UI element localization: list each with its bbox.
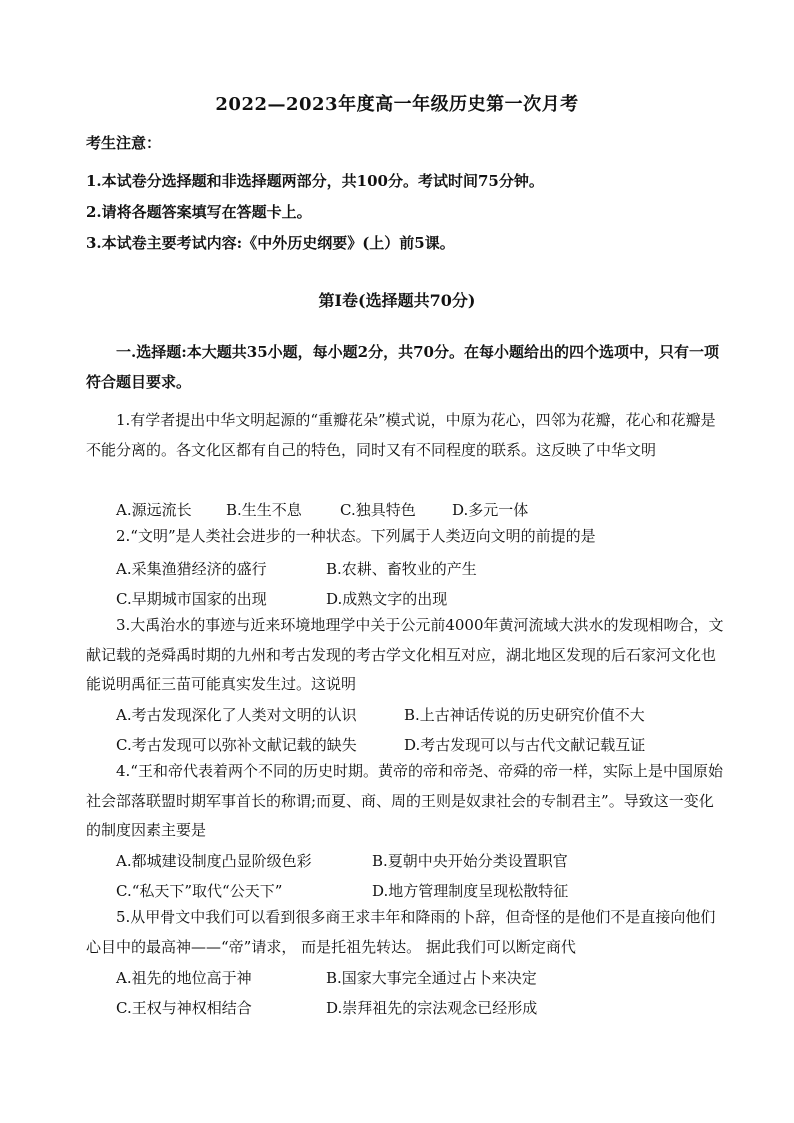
option-d: D.考古发现可以与古代文献记载互证: [404, 736, 646, 754]
question-stem: 5.从甲骨文中我们可以看到很多商王求丰年和降雨的卜辞，但奇怪的是他们不是直接向他们心目中的最高神——“帝”请求， 而是托祖先转达。 据此我们可以断定商代: [86, 908, 716, 956]
question-stem: 2.“文明”是人类社会进步的一种状态。下列属于人类迈向文明的前提的是: [116, 527, 596, 545]
option-d: D.地方管理制度呈现松散特征: [372, 882, 569, 900]
question-stem: 3.大禹治水的事迹与近来环境地理学中关于公元前4000年黄河流域大洪水的发现相吻合，文献记载的尧舜禹时期的九州和考古发现的考古学文化相互对应，湖北地区发现的后石家河文化也能说明禹征三苗可能真实发生过。这说明: [86, 616, 724, 693]
option-d: D.崇拜祖先的宗法观念已经形成: [326, 999, 538, 1017]
option-b: B.生生不息: [226, 501, 302, 519]
notice-item: 3.本试卷主要考试内容:《中外历史纲要》(上）前5课。: [86, 234, 455, 252]
notice-heading: 考生注意：: [86, 134, 162, 152]
part-instruction: 一.选择题:本大题共35小题，每小题2分，共70分。在每小题给出的四个选项中，只有一项符合题目要求。: [86, 343, 719, 391]
notice-item: 1.本试卷分选择题和非选择题两部分，共100分。考试时间75分钟。: [86, 172, 544, 190]
option-c: C.独具特色: [340, 501, 416, 519]
option-c: C.王权与神权相结合: [116, 999, 252, 1017]
option-d: D.多元一体: [452, 501, 529, 519]
option-d: D.成熟文字的出现: [326, 590, 448, 608]
option-a: A.祖先的地位高于神: [116, 969, 252, 987]
option-c: C.“私天下”取代“公天下”: [116, 882, 283, 900]
option-c: C.考古发现可以弥补文献记载的缺失: [116, 736, 357, 754]
question-stem: 1.有学者提出中华文明起源的“重瓣花朵”模式说，中原为花心，四邻为花瓣，花心和花瓣是不能分离的。各文化区都有自己的特色，同时又有不同程度的联系。这反映了中华文明: [86, 411, 716, 459]
option-a: A.都城建设制度凸显阶级色彩: [116, 852, 312, 870]
question-stem: 4.“王和帝代表着两个不同的历史时期。黄帝的帝和帝尧、帝舜的帝一样，实际上是中国原始社会部落联盟时期军事首长的称谓;而夏、商、周的王则是奴隶社会的专制君主”。导致这一变化的制度因素主要是: [86, 762, 723, 839]
option-c: C.早期城市国家的出现: [116, 590, 267, 608]
option-b: B.农耕、畜牧业的产生: [326, 560, 477, 578]
option-a: A.采集渔猎经济的盛行: [116, 560, 267, 578]
notice-item: 2.请将各题答案填写在答题卡上。: [86, 203, 312, 221]
option-b: B.国家大事完全通过占卜来决定: [326, 969, 537, 987]
option-b: B.上古神话传说的历史研究价值不大: [404, 706, 645, 724]
option-a: A.源远流长: [116, 501, 192, 519]
section-title: 第Ⅰ卷(选择题共70分): [318, 291, 476, 310]
option-b: B.夏朝中央开始分类设置职官: [372, 852, 568, 870]
option-a: A.考古发现深化了人类对文明的认识: [116, 706, 357, 724]
exam-title: 2022—2023年度高一年级历史第一次月考: [215, 94, 579, 115]
